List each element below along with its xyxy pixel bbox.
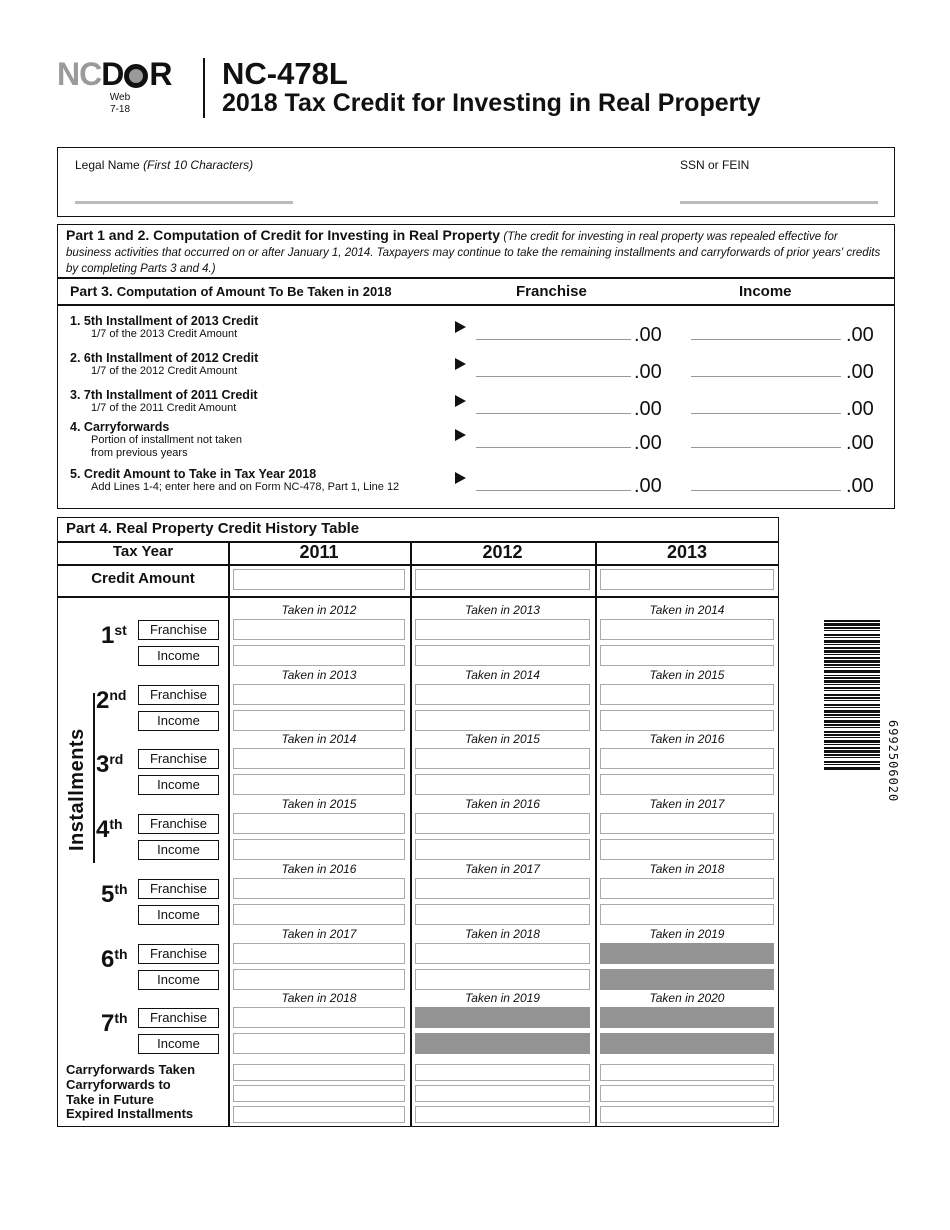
arrow-icon <box>455 429 466 441</box>
barcode-bar <box>824 707 880 708</box>
line-2-label <box>70 352 258 378</box>
taken-in-label: Taken in 2014 <box>649 603 725 617</box>
bottom-row-2-2012-input[interactable] <box>415 1085 590 1102</box>
line-2-income-input[interactable] <box>691 370 841 377</box>
barcode-bar <box>824 704 880 706</box>
installment-1-2011-franchise-input[interactable] <box>233 619 405 640</box>
part-4-heading: Part 4. Real Property Credit History Table <box>66 520 360 537</box>
installment-5-2013-income-input[interactable] <box>600 904 774 925</box>
installment-5-2011-franchise-input[interactable] <box>233 878 405 899</box>
credit-history-table <box>57 517 779 1127</box>
logo-version <box>100 92 140 116</box>
installment-4-2012-franchise-input[interactable] <box>415 813 590 834</box>
barcode-bar <box>824 684 880 685</box>
income-column-header: Income <box>739 283 792 300</box>
part-1-2-3-box <box>57 224 895 509</box>
income-tag: Income <box>138 646 219 666</box>
barcode-bar <box>824 700 880 701</box>
line-subtitle: 1/7 of the 2013 Credit Amount <box>91 328 238 340</box>
taken-in-label: Taken in 2018 <box>281 991 357 1006</box>
bottom-row-3-2011-input[interactable] <box>233 1106 405 1123</box>
line-subtitle: 1/7 of the 2012 Credit Amount <box>91 365 238 377</box>
installment-ordinal <box>101 881 128 909</box>
taken-in-label: Taken in 2019 <box>465 991 540 1006</box>
installment-ordinal <box>96 751 123 779</box>
barcode-bar <box>824 734 880 736</box>
franchise-tag: Franchise <box>138 620 219 640</box>
barcode-bar <box>824 717 880 718</box>
line-2-franchise-input[interactable] <box>476 370 631 377</box>
income-cents: .00 <box>846 324 874 346</box>
line-subtitle: from previous years <box>91 447 188 459</box>
part-1-2-heading: Part 1 and 2. Computation of Credit for Investing in Real Property (The credit for investing in real property was repealed effective for business activities that occurred on or after January 1, 2014. Taxpayers may continue to take the remaining installments and carryforwards of prior years' credits by completing Parts 3 and 4.) <box>66 227 881 275</box>
installment-3-2012-franchise-input[interactable] <box>415 748 590 769</box>
ordinal-suffix: nd <box>109 686 127 703</box>
ordinal-number: 3 <box>96 751 110 779</box>
installment-5-2012-income-input[interactable] <box>415 904 590 925</box>
income-tag: Income <box>138 775 219 795</box>
barcode-number: 6992506020 <box>886 720 900 803</box>
taken-in-label: Taken in 2018 <box>465 926 540 941</box>
income-tag: Income <box>138 970 219 990</box>
installment-7-2013-income-input <box>600 1033 774 1054</box>
line-4-franchise-input[interactable] <box>476 441 631 448</box>
installment-ordinal <box>101 622 127 650</box>
installment-2-2013-income-input[interactable] <box>600 710 774 731</box>
legal-name-input[interactable] <box>75 198 293 204</box>
barcode-bar <box>824 754 880 756</box>
bottom-row-1-2011-input[interactable] <box>233 1064 405 1081</box>
barcode-bar <box>824 680 880 683</box>
logo-date: 7-18 <box>109 104 130 115</box>
franchise-cents: .00 <box>634 361 662 383</box>
line-number: 2. <box>70 351 81 365</box>
taken-in-label: Taken in 2017 <box>281 926 357 941</box>
credit-amount-2013-input[interactable] <box>600 569 774 590</box>
barcode-bar <box>824 670 880 673</box>
taken-in-label: Taken in 2017 <box>649 797 725 812</box>
installment-1-2011-income-input[interactable] <box>233 645 405 666</box>
installment-2-2012-income-input[interactable] <box>415 710 590 731</box>
income-cents: .00 <box>846 361 874 383</box>
installment-7-2011-income-input[interactable] <box>233 1033 405 1054</box>
divider <box>58 596 778 598</box>
year-header-2012: 2012 <box>482 542 523 562</box>
barcode-bar <box>824 697 880 699</box>
bottom-row-2-2013-input[interactable] <box>600 1085 774 1102</box>
barcode-bar <box>824 747 880 749</box>
ordinal-number: 7 <box>101 1010 115 1038</box>
barcode-bar <box>824 737 880 738</box>
installment-4-2011-income-input[interactable] <box>233 839 405 860</box>
income-cents: .00 <box>846 432 874 454</box>
taken-in-label: Taken in 2015 <box>281 797 357 812</box>
part-3-heading: Part 3. Computation of Amount To Be Taken in 2018 <box>70 283 392 299</box>
barcode-bar <box>824 764 880 765</box>
line-number: 4. <box>70 420 81 434</box>
header-divider <box>203 58 205 118</box>
bottom-row-2-2011-input[interactable] <box>233 1085 405 1102</box>
credit-amount-2011-input[interactable] <box>233 569 405 590</box>
bottom-row-3-2013-input[interactable] <box>600 1106 774 1123</box>
installment-ordinal <box>96 816 123 844</box>
bottom-row-label-carryforwards-taken: Carryforwards Taken <box>66 1062 196 1077</box>
installment-2-2011-franchise-input[interactable] <box>233 684 405 705</box>
barcode-bar <box>824 677 880 679</box>
franchise-tag: Franchise <box>138 749 219 769</box>
income-tag: Income <box>138 840 219 860</box>
barcode <box>824 620 880 912</box>
installment-ordinal <box>101 946 128 974</box>
line-subtitle: Add Lines 1-4; enter here and on Form NC-478, Part 1, Line 12 <box>91 481 400 493</box>
installment-1-2013-franchise-input[interactable] <box>600 619 774 640</box>
column-divider <box>228 541 230 1126</box>
line-5-income-input[interactable] <box>691 484 841 491</box>
installments-bracket <box>93 693 95 863</box>
installment-7-2012-franchise-input <box>415 1007 590 1028</box>
taken-in-label: Taken in 2019 <box>649 926 725 941</box>
barcode-bar <box>824 720 880 723</box>
ordinal-number: 2 <box>96 686 110 714</box>
column-divider <box>595 541 597 1126</box>
ordinal-suffix: st <box>114 622 127 638</box>
income-tag: Income <box>138 905 219 925</box>
installment-6-2011-franchise-input[interactable] <box>233 943 405 964</box>
ordinal-number: 1 <box>101 622 115 649</box>
bottom-row-label-expired: Expired Installments <box>66 1106 194 1121</box>
barcode-bar <box>824 644 880 645</box>
income-tag: Income <box>138 711 219 731</box>
line-number: 1. <box>70 314 81 328</box>
installment-6-2012-franchise-input[interactable] <box>415 943 590 964</box>
income-cents: .00 <box>846 398 874 420</box>
franchise-cents: .00 <box>634 324 662 346</box>
credit-amount-label: Credit Amount <box>91 570 195 587</box>
line-title: Credit Amount to Take in Tax Year 2018 <box>83 467 317 481</box>
year-header-2013: 2013 <box>666 542 708 562</box>
divider <box>58 564 778 566</box>
barcode-bar <box>824 767 880 770</box>
divider <box>58 304 894 306</box>
taken-in-label: Taken in 2015 <box>649 667 725 682</box>
barcode-bar <box>824 727 880 728</box>
barcode-bar <box>824 731 880 733</box>
bottom-row-1-2013-input[interactable] <box>600 1064 774 1081</box>
barcode-bar <box>824 740 880 743</box>
ordinal-suffix: th <box>114 1010 128 1027</box>
barcode-bar <box>824 657 880 659</box>
taken-in-label: Taken in 2013 <box>281 667 357 682</box>
income-tag: Income <box>138 1034 219 1054</box>
barcode-bar <box>824 640 880 643</box>
year-header-2011: 2011 <box>299 542 339 562</box>
taken-in-label: Taken in 2013 <box>465 603 540 617</box>
installment-6-2012-income-input[interactable] <box>415 969 590 990</box>
installment-7-2011-franchise-input[interactable] <box>233 1007 405 1028</box>
identity-box <box>57 147 895 217</box>
taken-in-label: Taken in 2016 <box>281 861 357 876</box>
barcode-bar <box>824 650 880 653</box>
barcode-bar <box>824 724 880 726</box>
ordinal-suffix: rd <box>109 751 124 768</box>
barcode-bar <box>824 757 880 758</box>
installment-4-2013-franchise-input[interactable] <box>600 813 774 834</box>
barcode-bar <box>824 744 880 745</box>
installment-2-2011-income-input[interactable] <box>233 710 405 731</box>
taken-in-label: Taken in 2018 <box>649 861 725 876</box>
taken-in-label: Taken in 2014 <box>281 732 357 747</box>
taken-in-label: Taken in 2020 <box>649 991 725 1006</box>
installment-2-2013-franchise-input[interactable] <box>600 684 774 705</box>
franchise-cents: .00 <box>634 398 662 420</box>
installment-ordinal <box>96 687 126 715</box>
barcode-bar <box>824 623 880 626</box>
barcode-bar <box>824 637 880 638</box>
barcode-bar <box>824 675 880 676</box>
line-title: 6th Installment of 2012 Credit <box>83 351 259 365</box>
barcode-bar <box>824 634 880 636</box>
tax-year-label: Tax Year <box>112 543 174 560</box>
installment-3-2011-franchise-input[interactable] <box>233 748 405 769</box>
barcode-bar <box>824 714 880 716</box>
ordinal-suffix: th <box>109 816 123 833</box>
line-subtitle: Portion of installment not taken <box>91 434 243 446</box>
installment-6-2013-income-input <box>600 969 774 990</box>
franchise-tag: Franchise <box>138 944 219 964</box>
installment-5-2012-franchise-input[interactable] <box>415 878 590 899</box>
taken-in-label: Taken in 2016 <box>465 797 540 812</box>
taken-in-label: Taken in 2015 <box>465 732 540 747</box>
installment-5-2013-franchise-input[interactable] <box>600 878 774 899</box>
franchise-tag: Franchise <box>138 879 219 899</box>
installment-6-2011-income-input[interactable] <box>233 969 405 990</box>
line-1-franchise-input[interactable] <box>476 333 631 340</box>
installments-label: Installments <box>66 728 88 851</box>
logo-web: Web <box>109 92 131 103</box>
installment-6-2013-franchise-input <box>600 943 774 964</box>
installment-4-2012-income-input[interactable] <box>415 839 590 860</box>
installment-1-2012-income-input[interactable] <box>415 645 590 666</box>
line-subtitle: 1/7 of the 2011 Credit Amount <box>91 402 237 414</box>
credit-amount-2012-input[interactable] <box>415 569 590 590</box>
line-5-franchise-input[interactable] <box>476 484 631 491</box>
installment-ordinal <box>101 1010 128 1038</box>
income-cents: .00 <box>846 475 874 497</box>
ssn-input[interactable] <box>680 198 878 204</box>
taken-in-label: Taken in 2016 <box>649 732 725 747</box>
franchise-column-header: Franchise <box>516 283 587 300</box>
line-number: 3. <box>70 388 81 402</box>
ordinal-suffix: th <box>114 880 128 897</box>
barcode-bar <box>824 710 880 713</box>
installment-4-2011-franchise-input[interactable] <box>233 813 405 834</box>
taken-in-label: Taken in 2014 <box>465 667 540 682</box>
barcode-bar <box>824 654 880 655</box>
arrow-icon <box>455 472 466 484</box>
barcode-bar <box>824 667 880 668</box>
installment-2-2012-franchise-input[interactable] <box>415 684 590 705</box>
bottom-row-label-carryforwards-future: Carryforwards to Take in Future <box>66 1077 171 1107</box>
ordinal-number: 5 <box>101 880 115 908</box>
line-title: 7th Installment of 2011 Credit <box>83 388 258 402</box>
barcode-bar <box>824 687 880 689</box>
ssn-label: SSN or FEIN <box>680 158 750 172</box>
installment-5-2011-income-input[interactable] <box>233 904 405 925</box>
form-title: 2018 Tax Credit for Investing in Real Property <box>222 89 761 117</box>
installment-7-2012-income-input <box>415 1033 590 1054</box>
barcode-bar <box>824 630 880 631</box>
installment-1-2013-income-input[interactable] <box>600 645 774 666</box>
arrow-icon <box>455 321 466 333</box>
ncdor-logo: NCD R <box>57 56 172 92</box>
installment-3-2011-income-input[interactable] <box>233 774 405 795</box>
barcode-bar <box>824 664 880 666</box>
franchise-tag: Franchise <box>138 1008 219 1028</box>
barcode-bar <box>824 761 880 763</box>
bottom-row-1-2012-input[interactable] <box>415 1064 590 1081</box>
line-3-franchise-input[interactable] <box>476 407 631 414</box>
ordinal-number: 6 <box>101 945 115 973</box>
installment-3-2012-income-input[interactable] <box>415 774 590 795</box>
line-4-income-input[interactable] <box>691 441 841 448</box>
bottom-row-3-2012-input[interactable] <box>415 1106 590 1123</box>
franchise-tag: Franchise <box>138 685 219 705</box>
installment-3-2013-franchise-input[interactable] <box>600 748 774 769</box>
taken-in-label: Taken in 2012 <box>281 603 357 617</box>
line-title: 5th Installment of 2013 Credit <box>83 314 259 328</box>
legal-name-label: Legal Name (First 10 Characters) <box>75 158 254 172</box>
form-number: NC-478L <box>222 56 348 91</box>
installment-4-2013-income-input[interactable] <box>600 839 774 860</box>
barcode-bar <box>824 690 880 691</box>
franchise-tag: Franchise <box>138 814 219 834</box>
barcode-bar <box>824 627 880 629</box>
divider <box>58 277 894 279</box>
barcode-bar <box>824 694 880 696</box>
barcode-bar <box>824 620 880 622</box>
line-number: 5. <box>70 467 81 481</box>
installment-3-2013-income-input[interactable] <box>600 774 774 795</box>
installment-1-2012-franchise-input[interactable] <box>415 619 590 640</box>
line-5-label <box>70 468 399 494</box>
line-3-label <box>70 389 258 415</box>
ordinal-suffix: th <box>114 945 128 962</box>
line-title: Carryforwards <box>83 420 170 434</box>
column-divider <box>410 541 412 1126</box>
franchise-cents: .00 <box>634 475 662 497</box>
line-3-income-input[interactable] <box>691 407 841 414</box>
barcode-bar <box>824 660 880 663</box>
arrow-icon <box>455 395 466 407</box>
barcode-bar <box>824 750 880 753</box>
ordinal-number: 4 <box>96 816 110 844</box>
arrow-icon <box>455 358 466 370</box>
line-4-label <box>70 421 242 460</box>
line-1-income-input[interactable] <box>691 333 841 340</box>
taken-in-label: Taken in 2017 <box>465 861 540 876</box>
installment-7-2013-franchise-input <box>600 1007 774 1028</box>
line-1-label <box>70 315 258 341</box>
barcode-bar <box>824 647 880 649</box>
franchise-cents: .00 <box>634 432 662 454</box>
